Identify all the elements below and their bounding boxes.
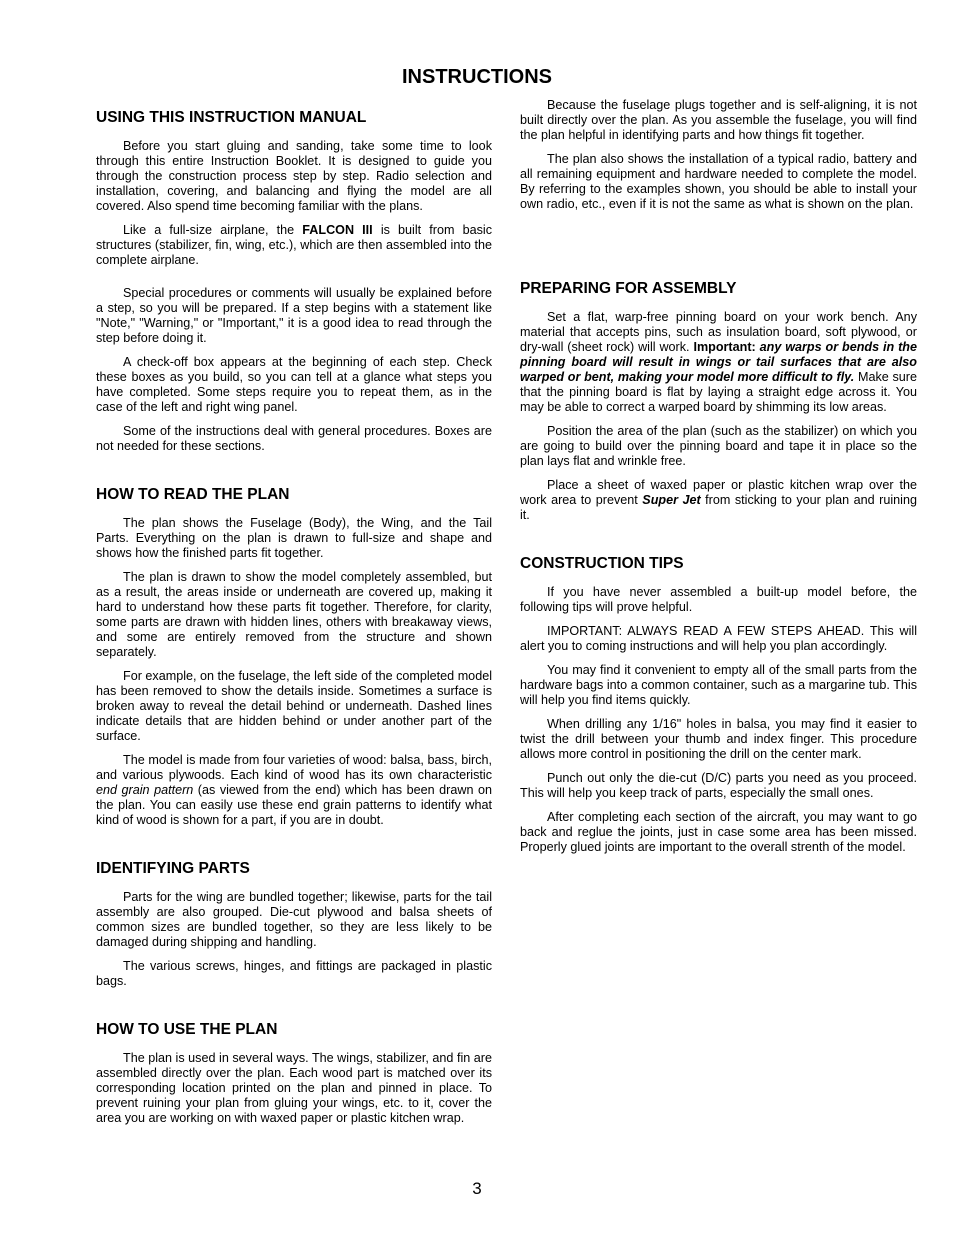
read-plan-paragraph-1: The plan shows the Fuselage (Body), the Wing, and the Tail Parts. Everything on the plan is drawn to full-size and shape and shows how the finished parts fit together. (96, 516, 492, 560)
read-plan-paragraph-2: The plan is drawn to show the model completely assembled, but as a result, the areas inside or underneath are covered up, making it hard to understand how these parts fit together. Therefore, for clarity, some parts are drawn with hidden lines, others with breakaway views, and some are entirely removed from the structure and shown separately. (96, 570, 492, 659)
intro-paragraph-2: The plan also shows the installation of a typical radio, battery and all remaining equipment and hardware needed to complete the model. By referring to the examples shown, you should be able to install your own radio, etc., even if it is not the same as what is shown on the plan. (520, 152, 917, 211)
text-run: is built from basic structures (stabilizer, fin, wing, etc.), which are then assembled into the complete airplane. (96, 223, 492, 267)
heading-use-plan: HOW TO USE THE PLAN (96, 1021, 278, 1038)
text-run: Place a sheet of waxed paper or plastic kitchen wrap over the work area to prevent (520, 478, 917, 507)
using-manual-paragraph-5: Some of the instructions deal with general procedures. Boxes are not needed for these sections. (96, 424, 492, 453)
intro-paragraph-1: Because the fuselage plugs together and is self-aligning, it is not built directly over the plan. As you assemble the fuselage, you will find the plan helpful in identifying parts and how things fit together. (520, 98, 917, 142)
tips-paragraph-2: IMPORTANT: ALWAYS READ A FEW STEPS AHEAD. This will alert you to coming instructions and will help you plan accordingly. (520, 624, 917, 653)
tips-paragraph-3: You may find it convenient to empty all of the small parts from the hardware bags into a common container, such as a margarine tub. This will help you find items quickly. (520, 663, 917, 707)
important-label: Important: (693, 340, 760, 354)
text-run: (as viewed from the end) which has been drawn on the plan. You can easily use these end grain patterns to identify what kind of wood is shown for a part, if you are in doubt. (96, 783, 492, 827)
text-run: Like a full-size airplane, the (123, 223, 303, 237)
use-plan-paragraph-1: The plan is used in several ways. The wings, stabilizer, and fin are assembled directly over the plan. Each wood part is matched over its corresponding location printed on the plan and pinned in place. To prevent ruining your plan from gluing your wings, etc. to it, cover the area you are working on with waxed paper or plastic kitchen wrap. (96, 1051, 492, 1125)
using-manual-paragraph-3: Special procedures or comments will usually be explained before a step, so you will be prepared. If a step begins with a statement like "Note," "Warning," or "Important," it is a good idea to read through the step before doing it. (96, 286, 492, 345)
preparing-paragraph-3 (520, 478, 917, 523)
read-plan-paragraph-4 (96, 753, 492, 828)
read-plan-paragraph-3: For example, on the fuselage, the left side of the completed model has been removed to show the details inside. Sometimes a surface is broken away to reveal the detail behind or underneath. Dashed lines indicate details that are hidden behind or under another part of the surface. (96, 669, 492, 743)
model-name: FALCON III (302, 223, 373, 237)
tips-paragraph-5: Punch out only the die-cut (D/C) parts you need as you proceed. This will help you keep track of parts, especially the small ones. (520, 771, 917, 800)
text-run: Set a flat, warp-free pinning board on your work bench. Any material that accepts pins, such as insulation board, soft plywood, or dry-wall (sheet rock) will work. (520, 310, 917, 354)
tips-paragraph-6: After completing each section of the aircraft, you may want to go back and reglue the joints, just in case some area has been missed. Properly glued joints are important to the overall strenth of the model. (520, 810, 917, 854)
product-name: Super Jet (642, 493, 701, 507)
heading-using-manual: USING THIS INSTRUCTION MANUAL (96, 109, 367, 126)
text-run: The model is made from four varieties of wood: balsa, bass, birch, and various plywoods. Each kind of wood has its own characteristic (96, 753, 492, 782)
right-column (520, 98, 917, 864)
page-number: 3 (472, 1179, 482, 1198)
tips-paragraph-1: If you have never assembled a built-up model before, the following tips will prove helpful. (520, 585, 917, 614)
identifying-paragraph-1: Parts for the wing are bundled together; likewise, parts for the tail assembly are also grouped. Die-cut plywood and balsa sheets of common sizes are bundled together, so they are less likely to be damaged during shipping and handling. (96, 890, 492, 949)
text-run: from sticking to your plan and ruining it. (520, 493, 917, 522)
using-manual-paragraph-1: Before you start gluing and sanding, take some time to look through this entire Instruction Booklet. It is designed to guide you through the construction process step by step. Radio selection and installation, covering, and balancing and flying the model are all covered. Also spend time becoming familiar with the plans. (96, 139, 492, 213)
text-run: Make sure that the pinning board is flat by laying a straight edge across it. You may be able to correct a warped board by shimming its low areas. (520, 370, 917, 414)
preparing-paragraph-2: Position the area of the plan (such as the stabilizer) on which you are going to build over the pinning board and tape it in place so the plan lays flat and wrinkle free. (520, 424, 917, 468)
heading-identifying-parts: IDENTIFYING PARTS (96, 860, 250, 877)
emphasis-text: end grain pattern (96, 783, 194, 797)
using-manual-paragraph-4: A check-off box appears at the beginning of each step. Check these boxes as you build, so you can tell at a glance what steps you have completed. Some steps require you to repeat them, as in the case of the left and right wing panel. (96, 355, 492, 414)
identifying-paragraph-2: The various screws, hinges, and fittings are packaged in plastic bags. (96, 959, 492, 988)
heading-construction-tips: CONSTRUCTION TIPS (520, 555, 684, 572)
using-manual-paragraph-2 (96, 223, 492, 268)
page-title: INSTRUCTIONS (402, 66, 552, 88)
preparing-paragraph-1 (520, 310, 917, 415)
heading-preparing: PREPARING FOR ASSEMBLY (520, 280, 737, 297)
heading-read-plan: HOW TO READ THE PLAN (96, 486, 290, 503)
warning-text: any warps or bends in the pinning board will result in wings or tail surfaces that are also warped or bent, making your model more difficult to fly. (520, 340, 917, 384)
left-column (96, 98, 492, 1135)
tips-paragraph-4: When drilling any 1/16" holes in balsa, you may find it easier to twist the drill between your thumb and index finger. This procedure allows more control in positioning the drill on the center mark. (520, 717, 917, 761)
